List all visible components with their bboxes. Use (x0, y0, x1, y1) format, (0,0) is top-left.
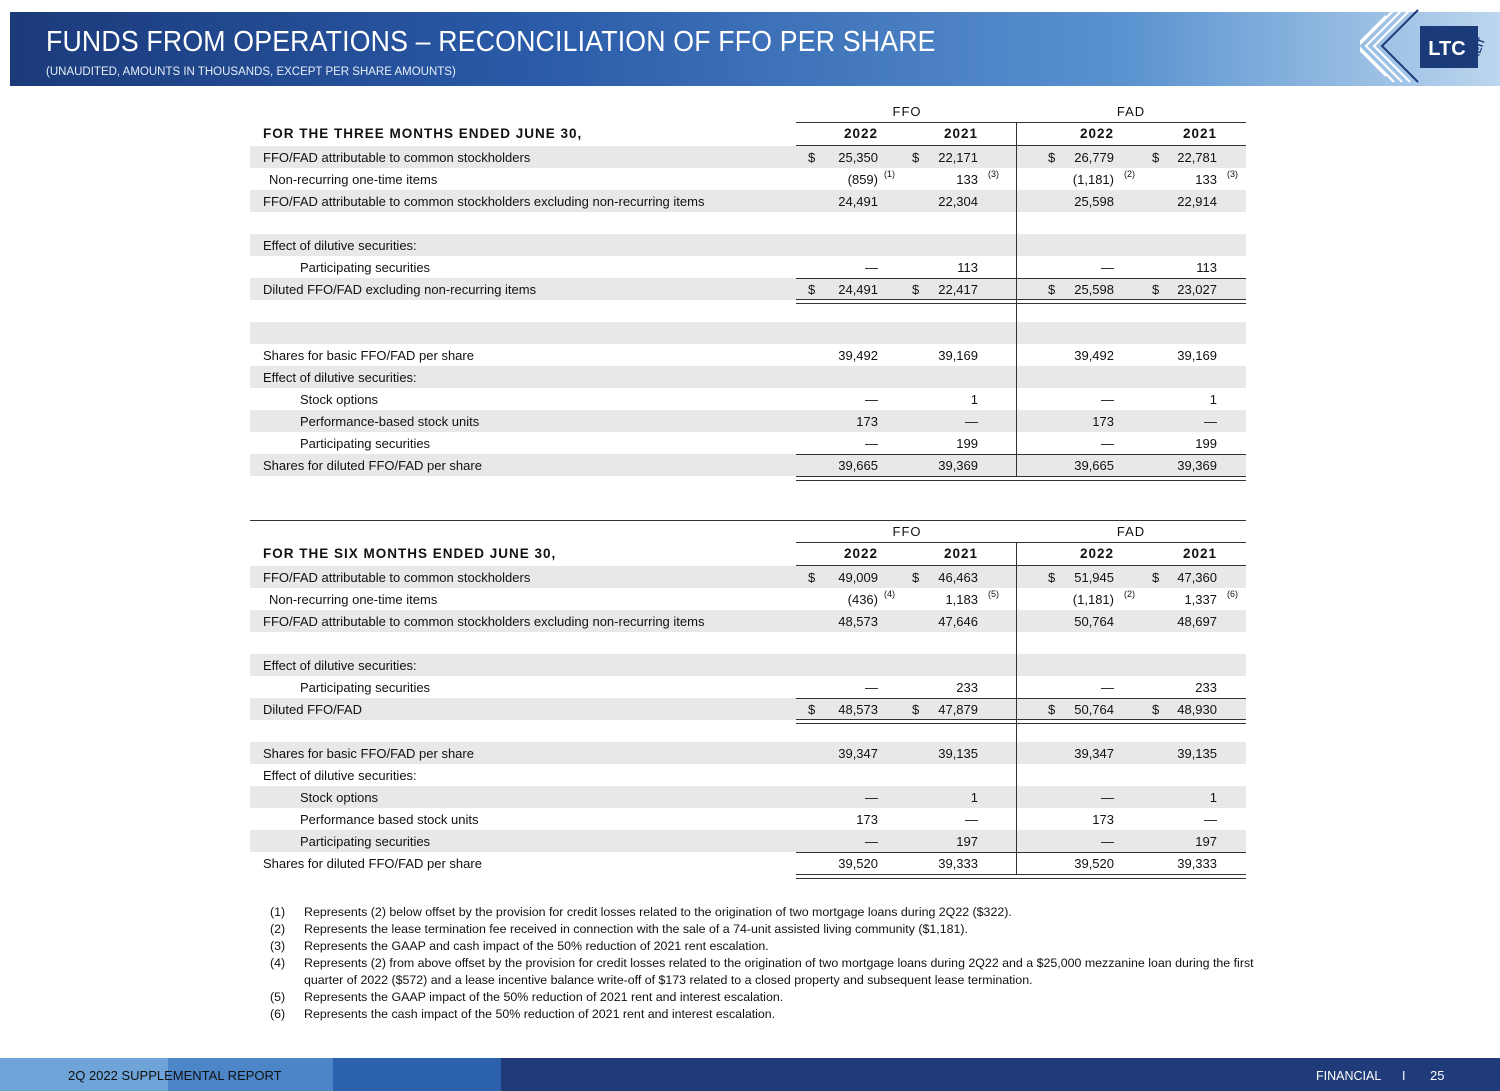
row-value: 51,945 (1074, 570, 1114, 585)
table-row (250, 676, 1246, 698)
row-value: — (1101, 790, 1114, 805)
row-value: — (865, 834, 878, 849)
footnote (270, 938, 1260, 955)
row-value: 39,169 (1177, 348, 1217, 363)
year-header: 2022 (843, 546, 878, 561)
footnote-text: Represents (2) below offset by the provision for credit losses related to the origination of two mortgage loans during 2Q22 ($322). (304, 905, 1012, 919)
row-label: Effect of dilutive securities: (263, 768, 417, 783)
subtotal-rule (796, 698, 1246, 699)
row-value: 47,879 (938, 702, 978, 717)
row-value: 199 (1195, 436, 1217, 451)
row-value: 24,491 (838, 282, 878, 297)
footnote (270, 904, 1260, 921)
row-value: 1 (970, 392, 978, 407)
table-row (250, 830, 1246, 852)
table-row (250, 212, 1246, 234)
row-value: 39,347 (1074, 746, 1114, 761)
logo-subtext: REIT (1470, 36, 1489, 62)
page-number: 25 (1430, 1068, 1445, 1083)
footnote (270, 989, 1260, 1006)
row-value: 47,360 (1177, 570, 1217, 585)
row-value: (859) (847, 172, 878, 187)
row-value: 39,369 (938, 458, 978, 473)
year-header: 2021 (1182, 546, 1217, 561)
row-value: 1 (1209, 790, 1217, 805)
row-value: 39,665 (838, 458, 878, 473)
row-value: 49,009 (838, 570, 878, 585)
table-row (250, 366, 1246, 388)
final-double-rule (796, 874, 1246, 879)
year-header: 2021 (943, 126, 978, 141)
dollar-sign: $ (912, 570, 920, 585)
fad-group-header: FAD (1116, 104, 1146, 119)
footer-report-name: 2Q 2022 SUPPLEMENTAL REPORT (68, 1068, 282, 1083)
row-label: Stock options (300, 392, 379, 407)
footnote-ref: (6) (1227, 589, 1238, 599)
row-value: 50,764 (1074, 614, 1114, 629)
footer-separator: I (1402, 1069, 1406, 1083)
row-value: 22,781 (1177, 150, 1217, 165)
footnote-number: (5) (270, 990, 286, 1004)
page-header (10, 12, 1500, 86)
row-value: 39,492 (1074, 348, 1114, 363)
six-month-table (250, 520, 1246, 880)
fad-group-header: FAD (1116, 524, 1146, 539)
table-row (250, 234, 1246, 256)
table-row (250, 256, 1246, 278)
row-value: 113 (1196, 260, 1217, 275)
row-value: 25,350 (838, 150, 878, 165)
row-value: 22,417 (938, 282, 978, 297)
row-value: 39,135 (938, 746, 978, 761)
year-header: 2022 (1079, 126, 1114, 141)
row-value: 1 (1209, 392, 1217, 407)
footnote-number: (2) (270, 922, 286, 936)
row-label: Diluted FFO/FAD excluding non-recurring items (263, 282, 537, 297)
logo-text: LTC (1428, 38, 1466, 60)
column-divider (1016, 543, 1017, 874)
footnote-ref: (1) (884, 169, 895, 179)
row-value: 48,573 (838, 614, 878, 629)
year-header: 2021 (1182, 126, 1217, 141)
table-row (250, 146, 1246, 168)
row-value: — (1101, 392, 1114, 407)
row-value: 39,333 (938, 856, 978, 871)
row-value: — (1101, 680, 1114, 695)
row-value: — (965, 812, 978, 827)
dollar-sign: $ (1048, 150, 1056, 165)
row-label: Effect of dilutive securities: (263, 370, 417, 385)
row-label: Shares for diluted FFO/FAD per share (263, 856, 482, 871)
table-row (250, 720, 1246, 742)
row-value: (1,181) (1072, 172, 1114, 187)
table-row (250, 764, 1246, 786)
page-subtitle: (UNAUDITED, AMOUNTS IN THOUSANDS, EXCEPT PER SHARE AMOUNTS) (46, 66, 456, 78)
row-value: 47,646 (938, 614, 978, 629)
row-value: 22,171 (938, 150, 978, 165)
row-value: 39,665 (1074, 458, 1114, 473)
footnote-number: (1) (270, 905, 286, 919)
dollar-sign: $ (808, 282, 816, 297)
row-value: 233 (956, 680, 978, 695)
row-value: 1,183 (945, 592, 978, 607)
dollar-sign: $ (912, 150, 920, 165)
footnote-text: Represents the cash impact of the 50% reduction of 2021 rent and interest escalation. (304, 1007, 776, 1021)
footnote-number: (4) (270, 956, 286, 970)
row-value: 50,764 (1074, 702, 1114, 717)
footnote-text: Represents the lease termination fee received in connection with the sale of a 74-unit assisted living community ($1,181). (304, 922, 968, 936)
row-value: — (865, 392, 878, 407)
total-rule (796, 454, 1246, 455)
dollar-sign: $ (1152, 150, 1160, 165)
row-label: FFO/FAD attributable to common stockholders (263, 570, 531, 585)
dollar-sign: $ (912, 282, 920, 297)
page-footer (0, 1058, 1500, 1091)
row-value: 133 (1195, 172, 1217, 187)
row-value: — (865, 680, 878, 695)
row-value: — (865, 260, 878, 275)
column-divider (1016, 123, 1017, 476)
table-row (250, 742, 1246, 764)
row-value: — (1101, 834, 1114, 849)
row-value: 39,169 (938, 348, 978, 363)
row-value: 197 (956, 834, 978, 849)
row-label: Participating securities (300, 680, 431, 695)
dollar-sign: $ (1048, 570, 1056, 585)
final-double-rule (796, 476, 1246, 481)
dollar-sign: $ (912, 702, 920, 717)
table-row (250, 588, 1246, 610)
row-value: 25,598 (1074, 194, 1114, 209)
dollar-sign: $ (808, 150, 816, 165)
footnote-text: Represents (2) from above offset by the provision for credit losses related to the origination of two mortgage loans during 2Q22 and a $25,000 mezzanine loan during the first quarter of 2022 ($572) and a lease incentive balance write-off of $173 related to a closed property and subsequent lease termination. (304, 956, 1254, 987)
row-value: 39,492 (838, 348, 878, 363)
table-row (250, 632, 1246, 654)
row-value: — (1101, 260, 1114, 275)
table-row (250, 278, 1246, 300)
row-label: Participating securities (300, 834, 431, 849)
row-label: FFO/FAD attributable to common stockholders excluding non-recurring items (263, 194, 705, 209)
footnote-number: (6) (270, 1007, 286, 1021)
table-row (250, 344, 1246, 366)
table-row (250, 168, 1246, 190)
footnotes (270, 904, 1260, 1023)
row-value: — (1204, 414, 1217, 429)
row-value: 199 (956, 436, 978, 451)
row-label: Stock options (300, 790, 379, 805)
dollar-sign: $ (1048, 282, 1056, 297)
table-row (250, 786, 1246, 808)
footnote-text: Represents the GAAP impact of the 50% reduction of 2021 rent and interest escalation. (304, 990, 784, 1004)
row-label: Non-recurring one-time items (269, 592, 438, 607)
row-value: 113 (957, 260, 978, 275)
dollar-sign: $ (1152, 282, 1160, 297)
row-label: Shares for diluted FFO/FAD per share (263, 458, 482, 473)
row-label: Performance-based stock units (300, 414, 480, 429)
row-value: 197 (1195, 834, 1217, 849)
row-value: 46,463 (938, 570, 978, 585)
ffo-group-header: FFO (892, 104, 922, 119)
table-title: FOR THE THREE MONTHS ENDED JUNE 30, (263, 126, 583, 141)
row-label: Non-recurring one-time items (269, 172, 438, 187)
year-header: 2022 (843, 126, 878, 141)
dollar-sign: $ (808, 702, 816, 717)
row-value: 39,520 (1074, 856, 1114, 871)
table-row (250, 322, 1246, 344)
row-value: (436) (847, 592, 878, 607)
total-rule (796, 852, 1246, 853)
footnote-ref: (3) (988, 169, 999, 179)
row-value: 39,333 (1177, 856, 1217, 871)
row-value: 173 (1092, 812, 1114, 827)
row-value: 39,520 (838, 856, 878, 871)
footnote (270, 1006, 1260, 1023)
table-row (250, 566, 1246, 588)
table-row (250, 654, 1246, 676)
dollar-sign: $ (1152, 570, 1160, 585)
row-value: — (965, 414, 978, 429)
table-row (250, 300, 1246, 322)
footnote-number: (3) (270, 939, 286, 953)
row-value: — (865, 436, 878, 451)
page-title: FUNDS FROM OPERATIONS – RECONCILIATION OF FFO PER SHARE (46, 26, 936, 58)
row-value: (1,181) (1072, 592, 1114, 607)
table-row (250, 808, 1246, 830)
row-value: 48,930 (1177, 702, 1217, 717)
table-row (250, 698, 1246, 720)
row-label: Performance based stock units (300, 812, 479, 827)
footer-band-3 (333, 1058, 501, 1091)
footnote-ref: (2) (1124, 589, 1135, 599)
row-value: 39,135 (1177, 746, 1217, 761)
footer-section-name: FINANCIAL (1316, 1069, 1382, 1083)
row-value: 173 (856, 414, 878, 429)
row-label: Diluted FFO/FAD (263, 702, 362, 717)
row-label: Shares for basic FFO/FAD per share (263, 746, 474, 761)
footnote-ref: (2) (1124, 169, 1135, 179)
row-value: 133 (956, 172, 978, 187)
table-row (250, 610, 1246, 632)
subtotal-rule (796, 278, 1246, 279)
row-label: FFO/FAD attributable to common stockholders (263, 150, 531, 165)
row-label: Effect of dilutive securities: (263, 238, 417, 253)
dollar-sign: $ (808, 570, 816, 585)
ffo-group-header: FFO (892, 524, 922, 539)
row-value: 48,573 (838, 702, 878, 717)
footnote (270, 921, 1260, 938)
row-value: 25,598 (1074, 282, 1114, 297)
table-row (250, 852, 1246, 874)
dollar-sign: $ (1048, 702, 1056, 717)
row-value: — (865, 790, 878, 805)
three-month-table (250, 100, 1246, 482)
table-header-row (250, 123, 1246, 145)
row-value: 173 (856, 812, 878, 827)
table-row (250, 410, 1246, 432)
row-label: FFO/FAD attributable to common stockholders excluding non-recurring items (263, 614, 705, 629)
footnote (270, 955, 1260, 989)
row-value: 1,337 (1184, 592, 1217, 607)
table-header-row (250, 543, 1246, 565)
row-value: 26,779 (1074, 150, 1114, 165)
row-value: — (1204, 812, 1217, 827)
row-value: 233 (1195, 680, 1217, 695)
table-row (250, 432, 1246, 454)
row-label: Participating securities (300, 260, 431, 275)
year-header: 2021 (943, 546, 978, 561)
dollar-sign: $ (1152, 702, 1160, 717)
footnote-ref: (3) (1227, 169, 1238, 179)
row-value: 39,347 (838, 746, 878, 761)
row-value: 1 (970, 790, 978, 805)
footnote-ref: (4) (884, 589, 895, 599)
row-label: Effect of dilutive securities: (263, 658, 417, 673)
table-row (250, 388, 1246, 410)
row-value: — (1101, 436, 1114, 451)
table-row (250, 190, 1246, 212)
row-value: 39,369 (1177, 458, 1217, 473)
row-value: 22,304 (938, 194, 978, 209)
row-value: 24,491 (838, 194, 878, 209)
row-value: 23,027 (1177, 282, 1217, 297)
table-row (250, 454, 1246, 476)
year-header: 2022 (1079, 546, 1114, 561)
row-value: 173 (1092, 414, 1114, 429)
row-value: 48,697 (1177, 614, 1217, 629)
table-top-rule (250, 520, 1246, 521)
row-label: Participating securities (300, 436, 431, 451)
row-value: 22,914 (1177, 194, 1217, 209)
row-label: Shares for basic FFO/FAD per share (263, 348, 474, 363)
footnote-ref: (5) (988, 589, 999, 599)
footnote-text: Represents the GAAP and cash impact of the 50% reduction of 2021 rent escalation. (304, 939, 769, 953)
table-title: FOR THE SIX MONTHS ENDED JUNE 30, (263, 546, 557, 561)
